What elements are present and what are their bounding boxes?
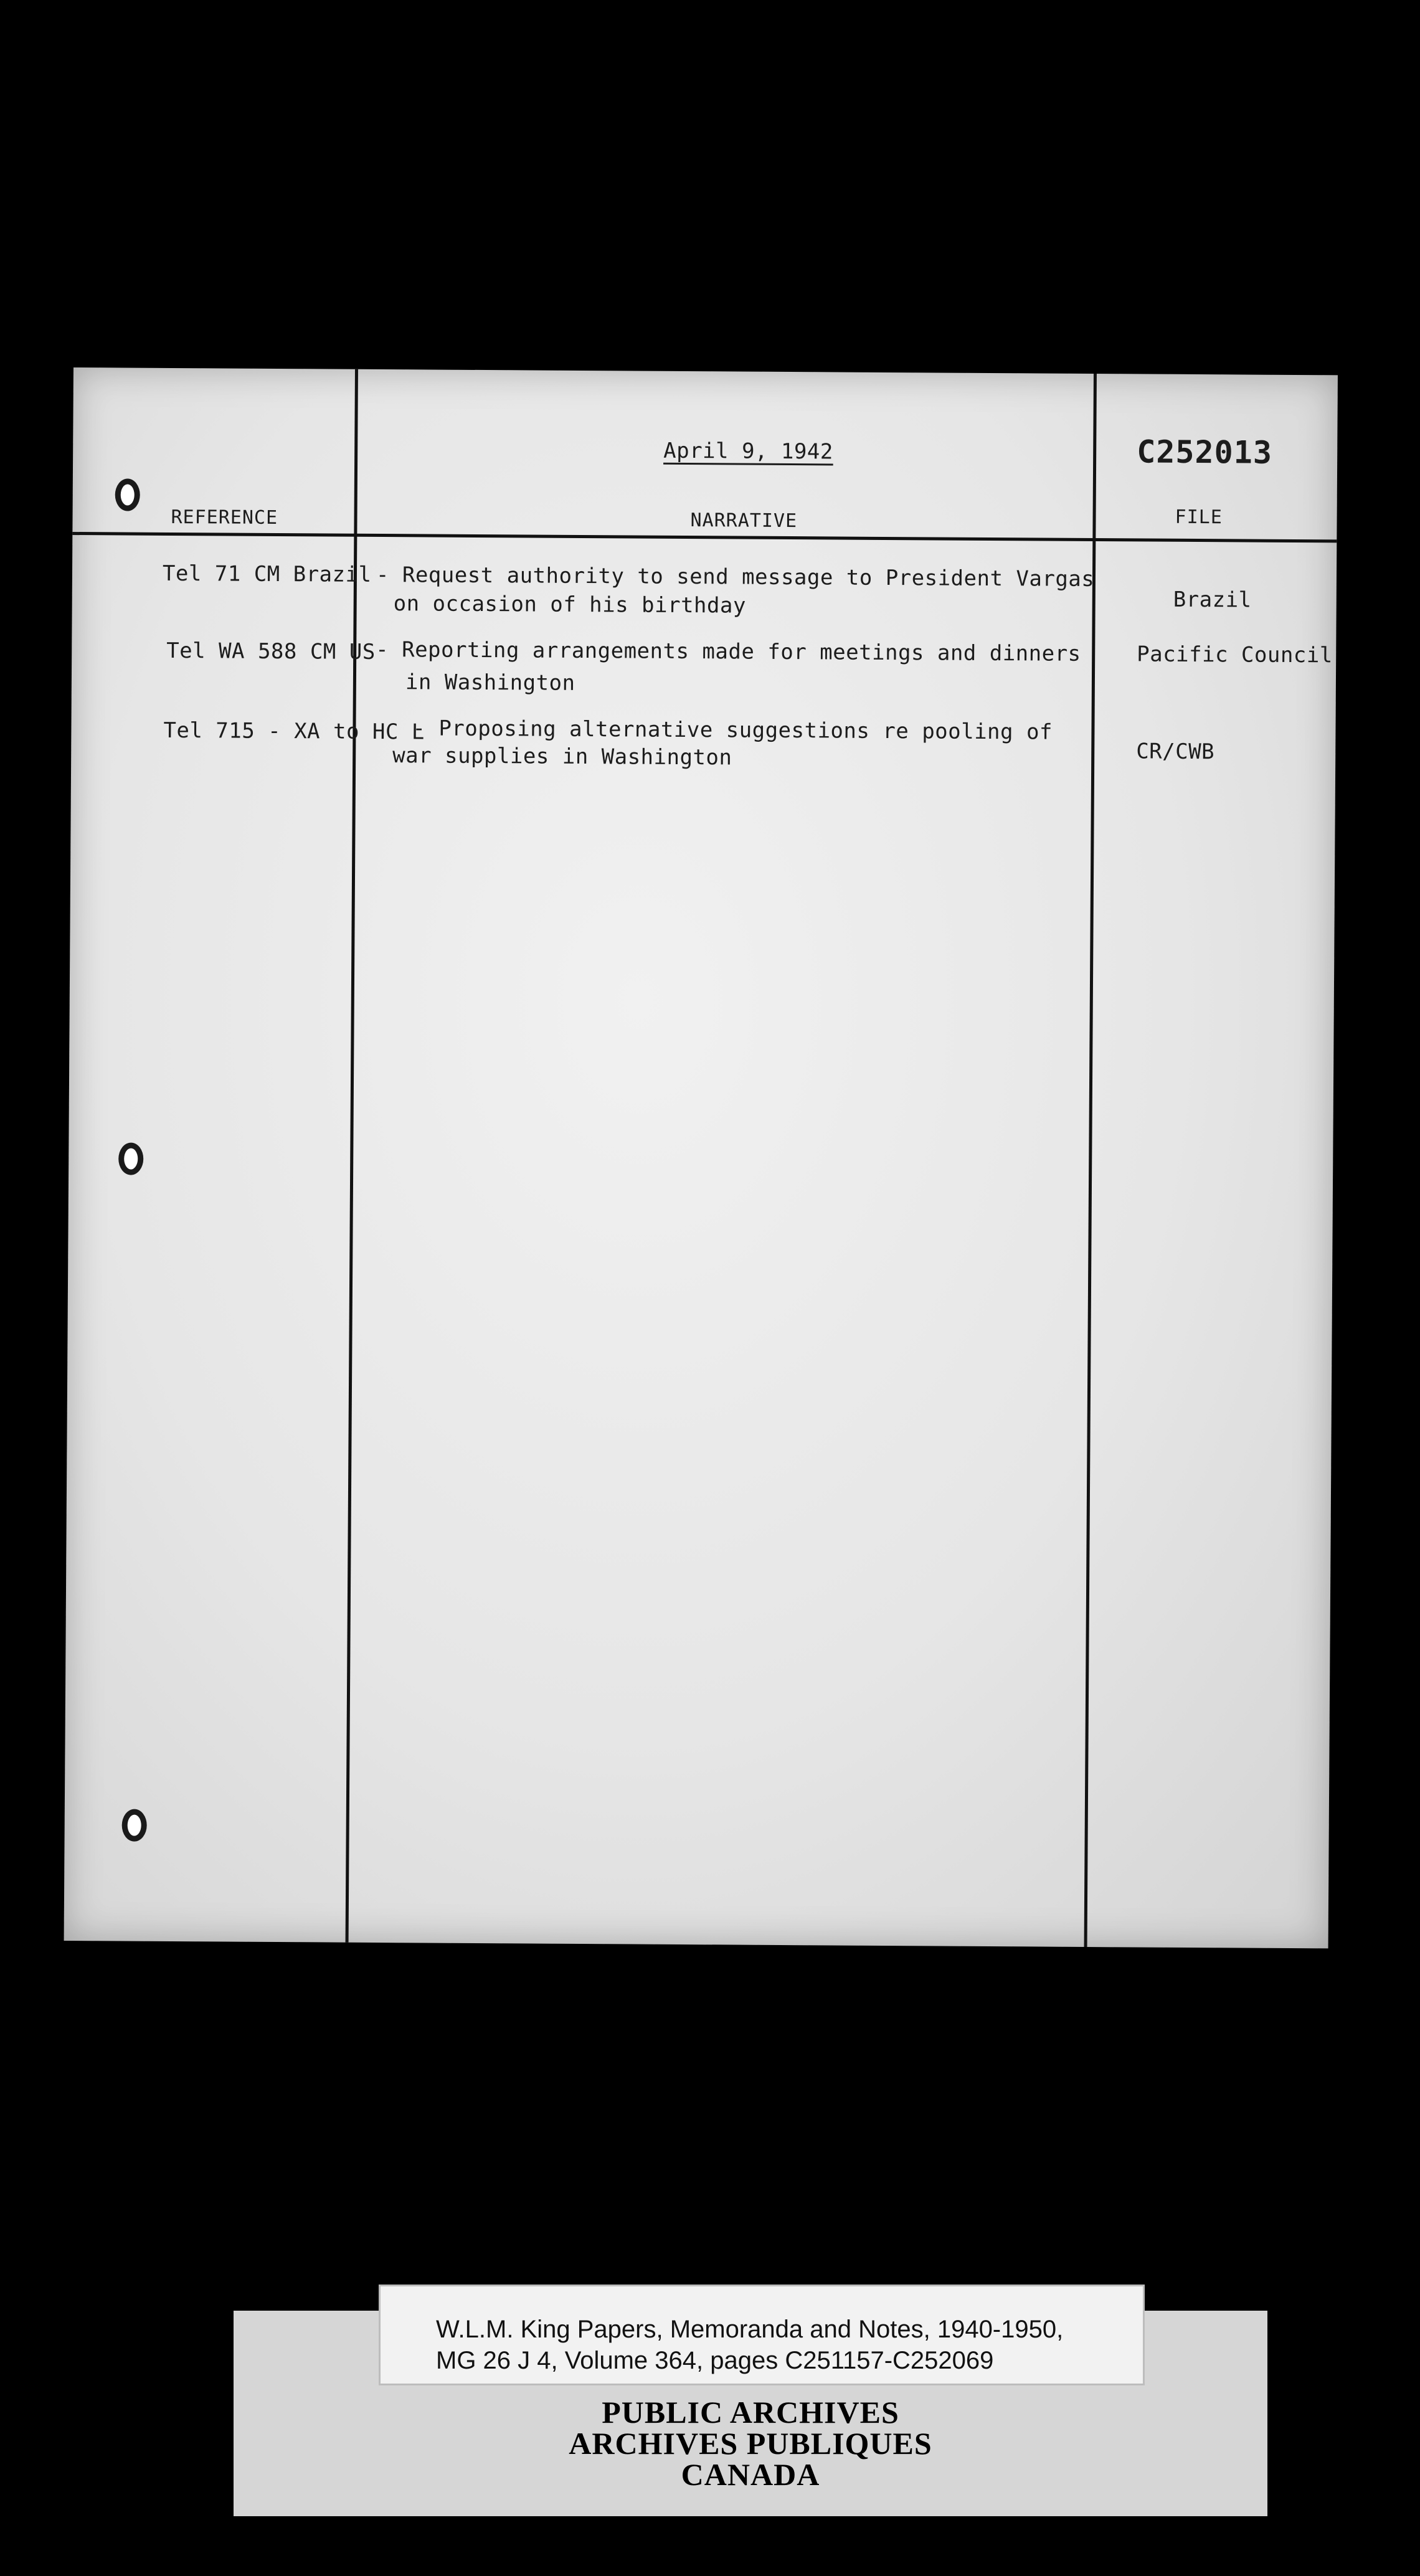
- stamp-public-archives: PUBLIC ARCHIVES: [602, 2395, 899, 2430]
- punch-hole-middle: [118, 1142, 143, 1175]
- memo-sheet: [64, 367, 1338, 1948]
- entry-1-narrative-line-1: - Request authority to send message to President Vargas: [376, 562, 1095, 592]
- reference-column-divider: [346, 369, 358, 1943]
- entry-2-narrative-line-1: - Reporting arrangements made for meetings and dinners: [376, 637, 1081, 666]
- caption-line-2: MG 26 J 4, Volume 364, pages C251157-C252069: [436, 2347, 994, 2374]
- stamp-archives-publiques: ARCHIVES PUBLIQUES: [569, 2426, 932, 2461]
- entry-1-reference: Tel 71 CM Brazil: [162, 561, 372, 587]
- memo-date: April 9, 1942: [663, 438, 833, 465]
- stamp-canada: CANADA: [681, 2457, 820, 2492]
- entry-3-narrative-line-1: - Proposing alternative suggestions re pooling of: [412, 716, 1053, 745]
- entry-3-file: CR/CWB: [1136, 739, 1215, 765]
- punch-hole-top: [115, 478, 140, 511]
- file-number: C252013: [1137, 433, 1273, 471]
- entry-3-narrative-line-2: war supplies in Washington: [392, 743, 732, 770]
- entry-2-narrative-line-2: in Washington: [405, 670, 575, 696]
- entry-1-file: Brazil: [1173, 587, 1252, 613]
- caption-line-1: W.L.M. King Papers, Memoranda and Notes, 1940-1950,: [436, 2316, 1064, 2343]
- punch-hole-bottom: [122, 1809, 147, 1842]
- entry-1-narrative-line-2: on occasion of his birthday: [393, 591, 746, 618]
- reference-header: REFERENCE: [171, 506, 278, 529]
- entry-3-reference: Tel 715 - XA to HC L: [163, 717, 425, 745]
- header-divider: [72, 532, 1337, 542]
- file-header: FILE: [1175, 506, 1223, 529]
- file-column-divider: [1084, 374, 1097, 1947]
- entry-2-reference: Tel WA 588 CM US: [166, 638, 376, 665]
- entry-2-file: Pacific Council: [1137, 642, 1333, 668]
- narrative-header: NARRATIVE: [690, 509, 798, 533]
